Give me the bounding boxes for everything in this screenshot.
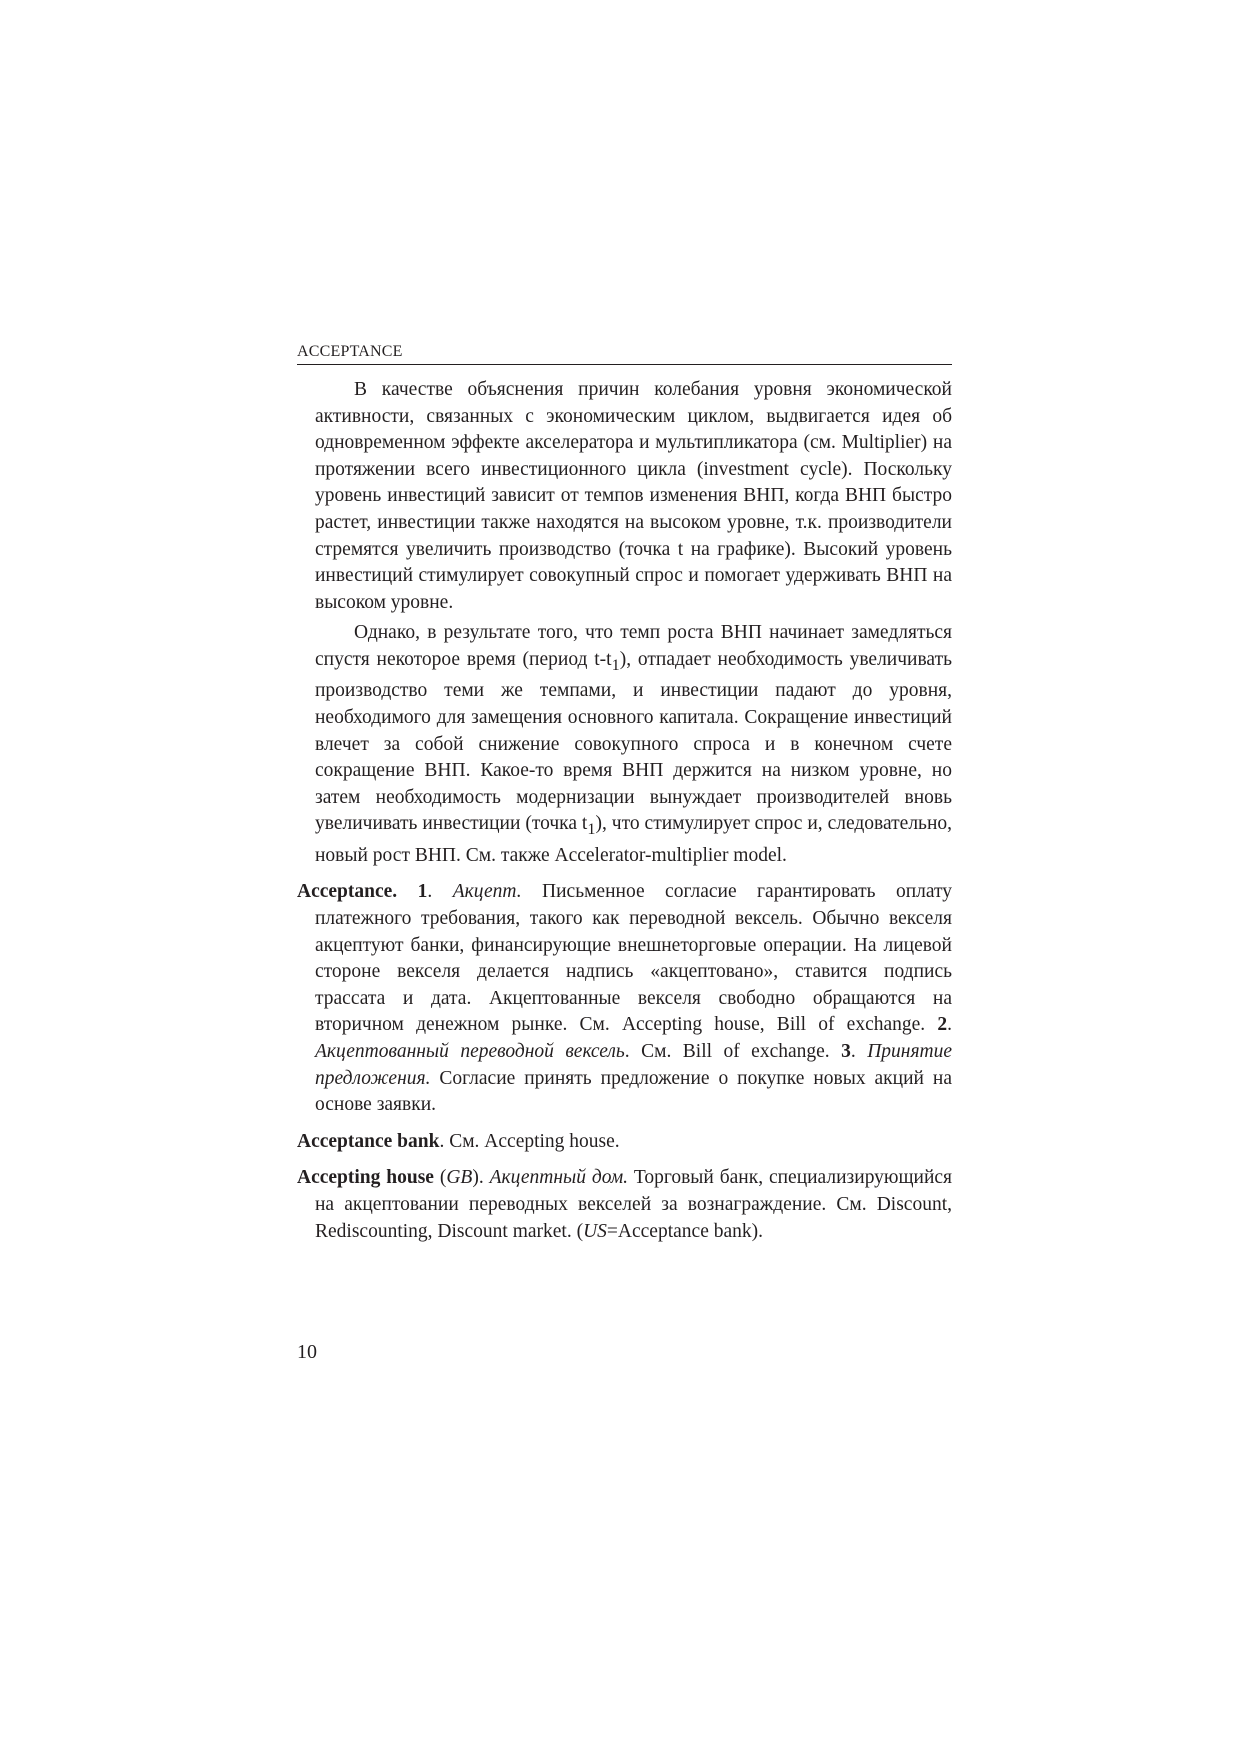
entry-term: Accepting house <box>297 1167 434 1189</box>
page-content <box>297 342 952 1245</box>
sense-number: 1 <box>417 881 428 903</box>
paragraph-1: В качестве объяснения причин колебания уровня экономической активности, связанных с экономическим циклом, выдвигается идея об одновременном эффекте акселератора и мультипликатора (см. Multiplier) на протяжении всего инвестиционного цикла (investment cycle). Поскольку уровень инвестиций зависит от темпов изменения ВНП, когда ВНП быстро растет, инвестиции также находятся на высоком уровне, т.к. производители стремятся увеличить производство (точка t на графике). Высокий уровень инвестиций стимулирует совокупный спрос и помогает удерживать ВНП на высоком уровне. <box>315 379 952 613</box>
entry-acceptance: Acceptance. 1. Акцепт. Письменное согласие гарантировать оплату платежного требования, такого как переводной вексель. Обычно векселя акцептуют банки, финансирующие внешнеторговые операции. На лицевой стороне векселя делается надпись «акцептовано», ставится подпись трассата и дата. Акцептованные векселя свободно обращаются на вторичном денежном рынке. См. Accepting house, Bill of exchange. 2. Акцептованный переводной вексель. См. Bill of exchange. 3. Принятие предложения. Согласие принять предложение о покупке новых акций на основе заявки. <box>297 881 953 1116</box>
translation: Акцептный дом. <box>489 1167 629 1189</box>
definition: Согласие принять предложение о покупке новых акций на основе заявки. <box>315 1067 953 1116</box>
region-label: GB <box>446 1167 473 1189</box>
body-text <box>297 377 952 1245</box>
definition: Письменное согласие гарантировать оплату платежного требования, такого как переводной вексель. Обычно векселя акцептуют банки, финансирующие внешнеторговые операции. На лицевой стороне векселя делается надпись «акцептовано», ставится подпись трассата и дата. Акцептованные векселя свободно обращаются на вторичном денежном рынке. См. Accepting house, Bill of exchange. <box>315 881 953 1036</box>
region-label: US <box>583 1220 607 1242</box>
translation: Акцептованный переводной вексель <box>315 1041 625 1063</box>
continued-entry <box>315 377 952 869</box>
entry-acceptance-bank <box>297 1129 952 1156</box>
sense-number: 3 <box>841 1041 851 1063</box>
running-head: ACCEPTANCE <box>297 342 952 365</box>
definition: . См. Accepting house. <box>439 1130 620 1152</box>
translation: Принятие предложения. <box>315 1041 953 1089</box>
paragraph-2: Однако, в результате того, что темп роста ВНП начинает замедляться спустя некоторое время (период $t-t_1$), отпадает необходимость увеличивать производство теми же темпами, и инвестиции падают до уровня, необходимого для замещения основного капитала. Сокращение инвестиций влечет за собой снижение совокупного спроса и в конечном счете сокращение ВНП. Какое-то время ВНП держится на низком уровне, но затем необходимость модернизации вынуждает производителей вновь увеличивать инвестиции (точка $t_1$), что стимулирует спрос и, следовательно, новый рост ВНП. См. также Accelerator-multiplier model. <box>315 622 952 866</box>
entry-term: Acceptance. <box>297 881 398 903</box>
definition: Торговый банк, специализирующийся на акцептовании переводных векселей за вознаграждение. См. Discount, Rediscounting, Discount market. ( <box>315 1167 953 1242</box>
sense-number: 2 <box>937 1014 948 1036</box>
subscript: 1 <box>587 820 596 839</box>
translation: Акцепт. <box>452 881 522 903</box>
entry-term: Acceptance bank <box>297 1130 440 1152</box>
entry-accepting-house: Accepting house (GB). Акцептный дом. Торговый банк, специализирующийся на акцептовании переводных векселей за вознаграждение. См. Discount, Rediscounting, Discount market. (US=Acceptance bank). <box>297 1167 953 1242</box>
definition: . См. Bill of exchange. <box>624 1041 830 1063</box>
subscript: 1 <box>611 655 620 674</box>
page-number: 10 <box>297 1341 317 1363</box>
